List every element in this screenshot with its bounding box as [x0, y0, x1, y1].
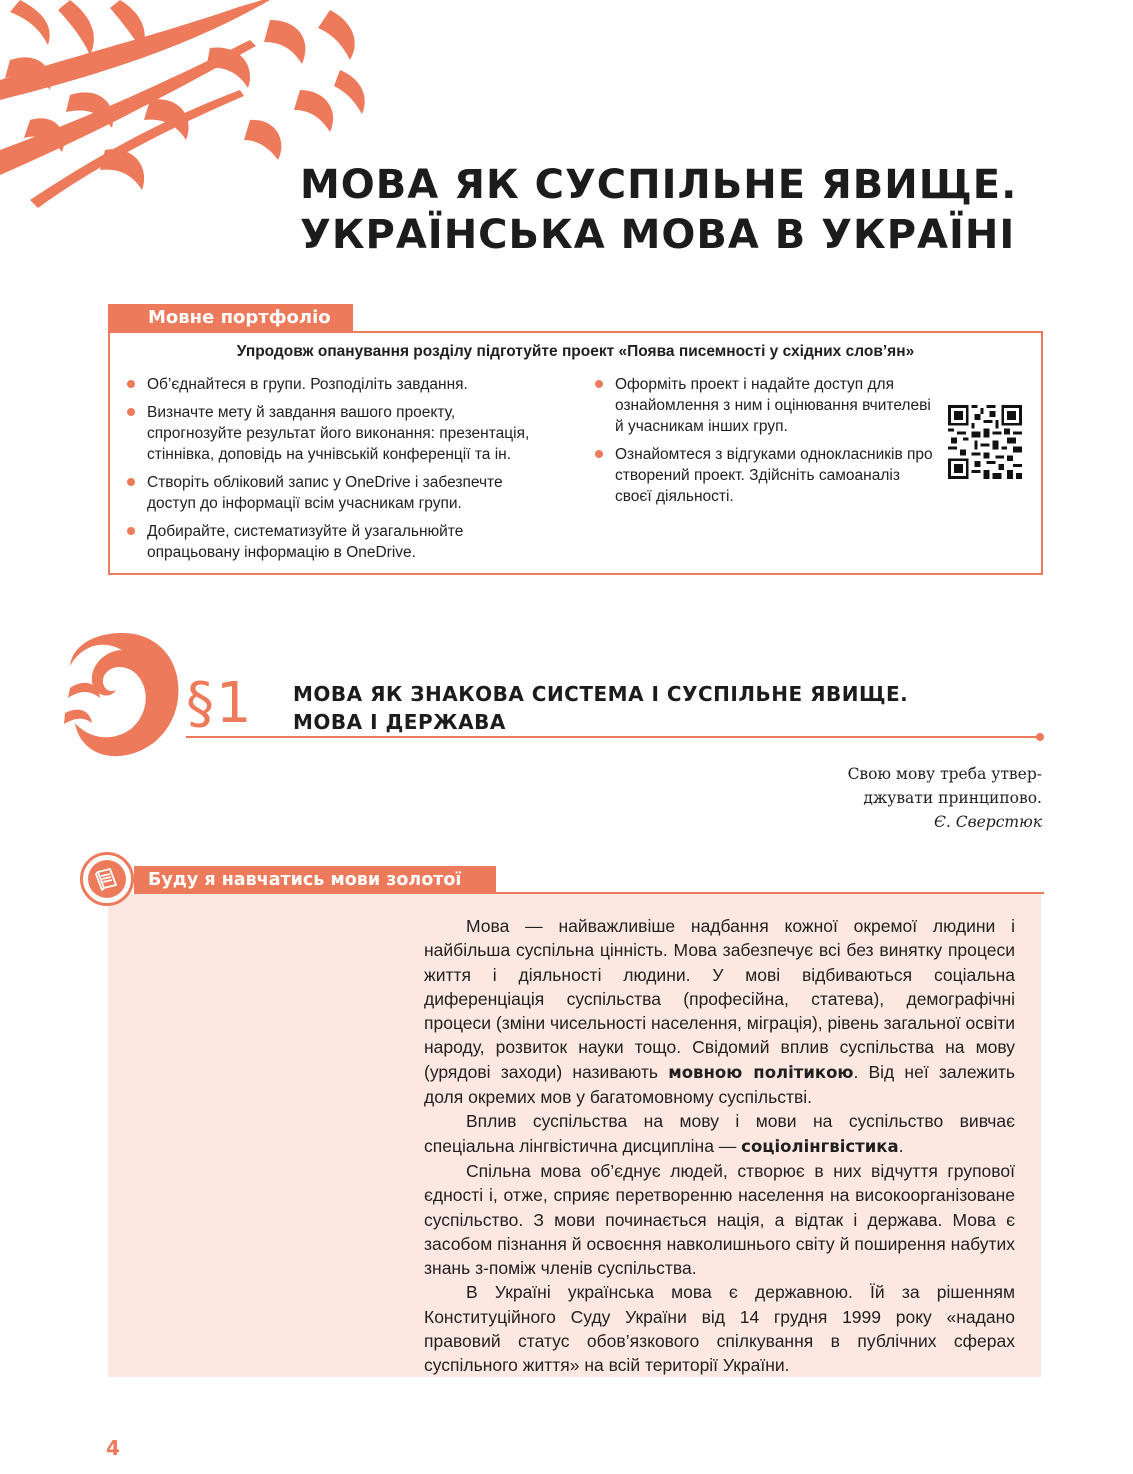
chapter-title-line2: УКРАЇНСЬКА МОВА В УКРАЇНІ — [300, 212, 1016, 258]
bullet-icon — [127, 527, 135, 535]
bullet-icon — [595, 380, 603, 388]
paragraph-title — [293, 680, 908, 736]
paragraph: Мова — найважливіше надбання кожної окремої людини і найбільша суспільна цінність. Мова забезпечує всі без винятку процеси життя і діяльності людини. У мові відбиваються соціальна диференціація суспільства (професійна, статева), демографічні процеси (зміни чисельності населення, міграція), рівень загальної освіти народу, розвиток науки тощо. Свідомий вплив суспільства на мову (урядові заходи) називають мовною політикою. Від неї залежить доля окремих мов у багатомовному суспільстві. — [424, 916, 1015, 1108]
paragraph-number: §1 — [186, 671, 254, 736]
bullet-icon — [127, 408, 135, 416]
term: мовною політикою — [668, 1062, 854, 1082]
list-item: Об’єднайтеся в групи. Розподіліть завдання. — [122, 374, 552, 395]
body-text — [424, 914, 1015, 1378]
list-item: Добирайте, систематизуйте й узагальнюйте опрацьовану інформацію в OneDrive. — [122, 521, 552, 563]
epigraph-line: джувати принципово. — [863, 789, 1042, 807]
paragraph: Спільна мова об’єднує людей, створює в них відчуття групової єдності і, отже, сприяє перетворенню населення на високоорганізоване суспільство. З мови починається нація, а відтак і держава. Мова є засобом пізнання й освоєння навколишнього світу й поширення набутих знань з-поміж членів суспільства. — [424, 1160, 1015, 1279]
list-item: Ознайомтеся з відгуками однокласників про створений проект. Здійсніть самоаналіз своєї діяльності. — [590, 444, 935, 507]
epigraph-author: Є. Сверстюк — [934, 813, 1042, 831]
divider-dot — [1036, 733, 1044, 741]
book-icon — [88, 860, 126, 898]
paragraph: В Україні українська мова є державною. Їй за рішенням Конституційного Суду України від 14 грудня 1999 року «надано правовий статус обов’язкового спілкування в публічних сферах суспільного життя» на всій території України. — [424, 1282, 1015, 1376]
paragraph: Вплив суспільства на мову і мови на суспільство вивчає спеціальна лінгвістична дисципліна — соціолінгвістика. — [424, 1111, 1015, 1156]
qr-code-icon[interactable] — [948, 405, 1022, 479]
section-tab: Буду я навчатись мови золотої — [134, 866, 496, 894]
term: соціолінгвістика — [741, 1136, 899, 1156]
bullet-icon — [127, 478, 135, 486]
epigraph — [800, 762, 1042, 834]
bullet-icon — [595, 450, 603, 458]
chapter-title — [300, 160, 1080, 260]
paragraph-title-line1: МОВА ЯК ЗНАКОВА СИСТЕМА І СУСПІЛЬНЕ ЯВИЩЕ. — [293, 682, 909, 706]
swirl-ornament-icon — [60, 628, 185, 763]
list-item: Оформіть проект і надайте доступ для ознайомлення з ним і оцінювання вчителеві й учасникам інших груп. — [590, 374, 935, 437]
divider — [496, 892, 1044, 894]
page-number: 4 — [106, 1436, 120, 1460]
portfolio-tab: Мовне портфоліо — [108, 304, 353, 332]
list-item: Визначте мету й завдання вашого проекту, спрогнозуйте результат його виконання: презентація, стіннівка, доповідь на учнівській конференції та ін. — [122, 402, 552, 465]
paragraph-title-line2: МОВА І ДЕРЖАВА — [293, 710, 506, 734]
epigraph-line: Свою мову треба утвер- — [847, 765, 1042, 783]
chapter-title-line1: МОВА ЯК СУСПІЛЬНЕ ЯВИЩЕ. — [300, 162, 1018, 208]
portfolio-intro: Упродовж опанування розділу підготуйте проект «Поява писемності у східних слов’ян» — [236, 343, 915, 360]
portfolio-list-left — [122, 374, 552, 570]
list-item: Створіть обліковий запис у OneDrive і забезпечте доступ до інформації всім учасникам групи. — [122, 472, 552, 514]
portfolio-list-right — [590, 374, 935, 514]
bullet-icon — [127, 380, 135, 388]
divider — [186, 736, 1038, 738]
